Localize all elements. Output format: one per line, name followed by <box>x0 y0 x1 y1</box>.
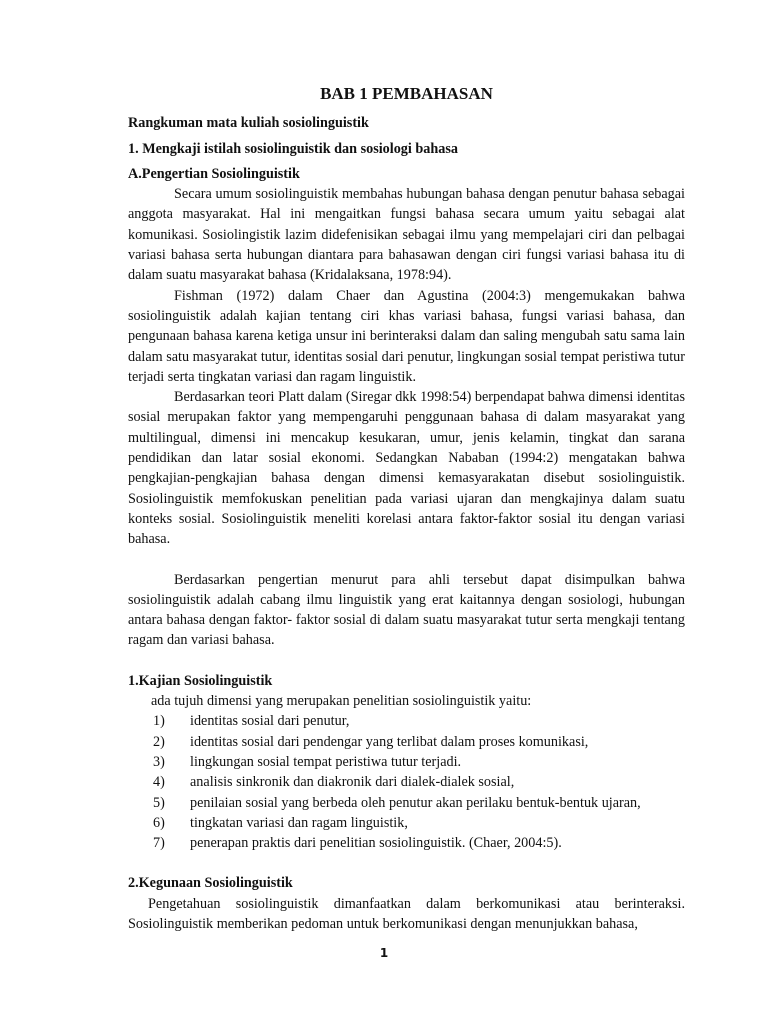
list-item <box>128 772 685 792</box>
list-text: identitas sosial dari penutur, <box>190 713 350 730</box>
list-number: 6) <box>153 814 165 831</box>
paragraph: Berdasarkan pengertian menurut para ahli tersebut dapat disimpulkan bahwa sosiolinguistik adalah cabang ilmu linguistik yang erat kaitannya dengan sosiologi, hubungan antara bahasa dengan faktor- faktor sosial di dalam suatu masyarakat tutur serta mengkaji tentang ragam dan variasi bahasa. <box>128 571 685 649</box>
list-text: analisis sinkronik dan diakronik dari dialek-dialek sosial, <box>190 774 515 791</box>
list-text: identitas sosial dari pendengar yang terlibat dalam proses komunikasi, <box>190 733 589 750</box>
spacer <box>128 550 685 570</box>
page-number: 1 <box>379 946 389 960</box>
list-number: 3) <box>153 753 165 770</box>
list-item <box>128 752 685 772</box>
list-text: penerapan praktis dari penelitian sosiolinguistik. (Chaer, 2004:5). <box>190 835 562 852</box>
spacer <box>128 651 685 671</box>
list-item <box>128 813 685 833</box>
list-number: 2) <box>153 733 165 750</box>
list-item <box>128 793 685 813</box>
list-text: tingkatan variasi dan ragam linguistik, <box>190 814 408 831</box>
list-item <box>128 833 685 853</box>
subsection-heading: A.Pengertian Sosiolinguistik <box>128 165 300 182</box>
section-heading: 1. Mengkaji istilah sosiolinguistik dan sosiologi bahasa <box>128 140 458 157</box>
paragraph: Fishman (1972) dalam Chaer dan Agustina (2004:3) mengemukakan bahwa sosiolinguistik adalah kajian tentang ciri khas variasi bahasa, fungsi variasi bahasa, dan pengunaan bahasa karena ketiga unsur ini berinteraksi dalam dan saling mengubah satu sama lain dalam satu masyarakat tutur, identitas sosial dari penutur, lingkungan sosial tempat peristiwa tutur terjadi serta tingkatan variasi dan ragam linguistik. <box>128 287 685 385</box>
list-number: 1) <box>153 713 165 730</box>
list-item <box>128 711 685 731</box>
list-number: 5) <box>153 794 165 811</box>
document-subtitle: Rangkuman mata kuliah sosiolinguistik <box>128 115 369 132</box>
list-number: 7) <box>153 835 165 852</box>
kajian-heading: 1.Kajian Sosiolinguistik <box>128 672 273 689</box>
kajian-intro: ada tujuh dimensi yang merupakan penelitian sosiolinguistik yaitu: <box>151 693 532 710</box>
paragraph: Secara umum sosiolinguistik membahas hubungan bahasa dengan penutur bahasa sebagai anggota masyarakat. Hal ini mengaitkan fungsi bahasa secara umum yaitu sebagai alat komunikasi. Sosiolingistik lazim didefenisikan sebagai ilmu yang mempelajari ciri dan pelbagai variasi bahasa serta hubungan diantara para bahasawan dengan ciri fungsi variasi bahasa itu di dalam suatu masyarakat bahasa (Kridalaksana, 1978:94). <box>128 186 685 284</box>
list-number: 4) <box>153 774 165 791</box>
paragraph: Berdasarkan teori Platt dalam (Siregar dkk 1998:54) berpendapat bahwa dimensi identitas sosial merupakan faktor yang mempengaruhi penggunaan bahasa di dalam masyarakat yang multilingual, dimensi ini mencakup kesukaran, umur, jenis kelamin, tingkat dan sarana pendidikan dan latar sosial ekonomi. Sedangkan Nababan (1994:2) mengatakan bahwa pengkajian-pengkajian bahasa dengan dimensi kemasyarakatan disebut sosiolinguistik. Sosiolinguistik memfokuskan penelitian pada variasi ujaran dan mengkajinya dalam suatu konteks sosial. Sosiolinguistik meneliti korelasi antara faktor-faktor sosial itu dengan variasi bahasa. <box>128 389 685 548</box>
list-item <box>128 732 685 752</box>
page-title: BAB 1 PEMBAHASAN <box>320 84 493 103</box>
list-text: penilaian sosial yang berbeda oleh penutur akan perilaku bentuk-bentuk ujaran, <box>190 794 641 811</box>
list-text: lingkungan sosial tempat peristiwa tutur terjadi. <box>190 753 462 770</box>
kegunaan-heading: 2.Kegunaan Sosiolinguistik <box>128 875 293 892</box>
dimension-list <box>128 711 685 853</box>
paragraph: Pengetahuan sosiolinguistik dimanfaatkan dalam berkomunikasi atau berinteraksi. Sosiolinguistik memberikan pedoman untuk berkomunikasi dengan menunjukkan bahasa, <box>128 895 685 932</box>
document-body <box>128 84 685 934</box>
spacer <box>128 853 685 873</box>
